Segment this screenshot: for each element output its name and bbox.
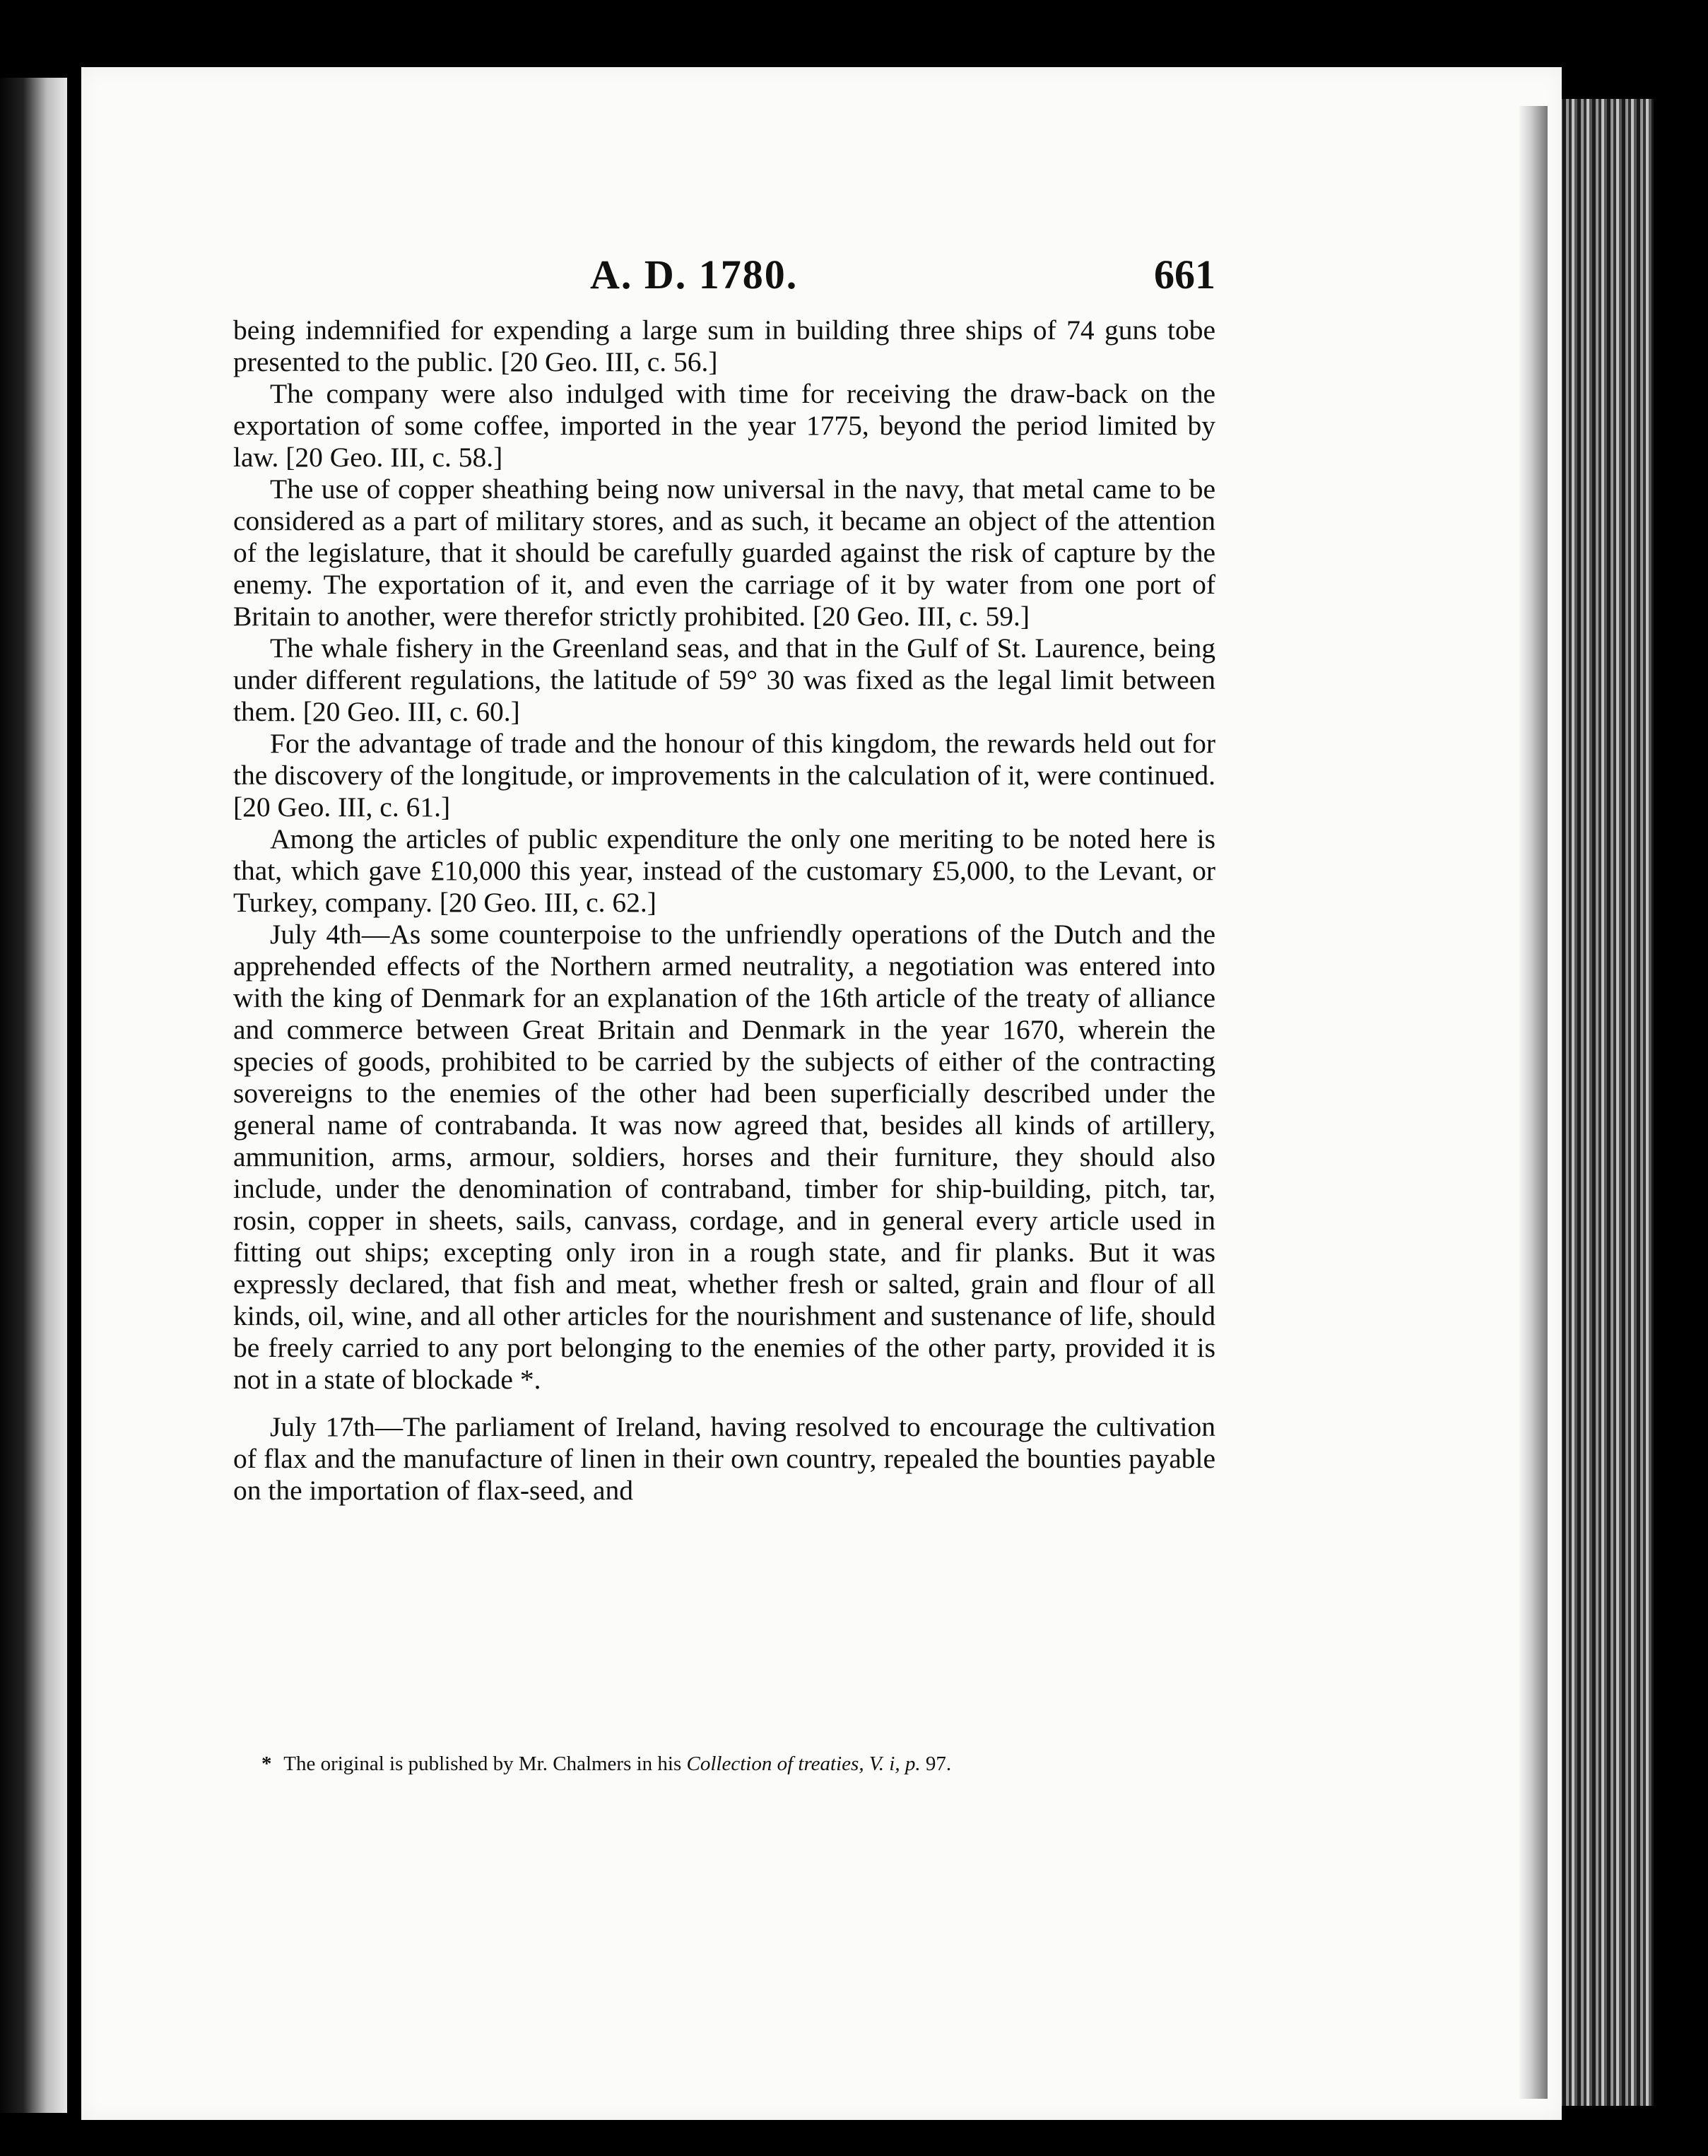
- paragraph: The whale fishery in the Greenland seas, and that in the Gulf of St. Laurence, being under different regulations, the latitude of 59° 30 was fixed as the legal limit between them. [20 Geo. III, c. 60.]: [233, 632, 1215, 727]
- page-gutter-shadow: [1519, 106, 1548, 2099]
- running-header: [233, 251, 1215, 307]
- body-text: [233, 314, 1215, 1507]
- footnote-marker: *: [261, 1753, 272, 1775]
- paragraph: July 4th—As some counterpoise to the unfriendly operations of the Dutch and the apprehended effects of the Northern armed neutrality, a negotiation was entered into with the king of Denmark for an explanation of the 16th article of the treaty of alliance and commerce between Great Britain and Denmark in the year 1670, wherein the species of goods, prohibited to be carried by the subjects of either of the contracting sovereigns to the enemies of the other had been superficially described under the general name of contrabanda. It was now agreed that, besides all kinds of artillery, ammunition, arms, armour, soldiers, horses and their furniture, they should also include, under the denomination of contraband, timber for ship-building, pitch, tar, rosin, copper in sheets, sails, canvass, cordage, and in general every article used in fitting out ships; excepting only iron in a rough state, and fir planks. But it was expressly declared, that fish and meat, whether fresh or salted, grain and flour of all kinds, oil, wine, and all other articles for the nourishment and sustenance of life, should be freely carried to any port belonging to the enemies of the other party, provided it is not in a state of blockade *.: [233, 919, 1215, 1395]
- paragraph: For the advantage of trade and the honour of this kingdom, the rewards held out for the discovery of the longitude, or improvements in the calculation of it, were continued. [20 Geo. III, c. 61.]: [233, 728, 1215, 823]
- running-title: A. D. 1780.: [590, 252, 799, 298]
- footnote-page: 97.: [925, 1753, 952, 1775]
- paragraph: The company were also indulged with time for receiving the draw-back on the exportation of some coffee, imported in the year 1775, beyond the period limited by law. [20 Geo. III, c. 58.]: [233, 378, 1215, 473]
- previous-page-edge: [0, 78, 67, 2113]
- paragraph: Among the articles of public expenditure the only one meriting to be noted here is that, which gave £10,000 this year, instead of the customary £5,000, to the Levant, or Turkey, company. [20 Geo. III, c. 62.]: [233, 823, 1215, 918]
- paragraph: being indemnified for expending a large sum in building three ships of 74 guns tobe presented to the public. [20 Geo. III, c. 56.]: [233, 314, 1215, 377]
- footnote-citation: Collection of treaties, V. i, p.: [686, 1753, 921, 1775]
- page-number: 661: [1154, 252, 1215, 298]
- footnote-text: The original is published by Mr. Chalmers in his: [283, 1753, 682, 1775]
- footnote: [261, 1751, 1215, 1777]
- paragraph: July 17th—The parliament of Ireland, having resolved to encourage the cultivation of flax and the manufacture of linen in their own country, repealed the bounties payable on the importation of flax-seed, and: [233, 1411, 1215, 1506]
- book-fore-edge: [1548, 99, 1654, 2106]
- paragraph: The use of copper sheathing being now universal in the navy, that metal came to be considered as a part of military stores, and as such, it became an object of the attention of the legislature, that it should be carefully guarded against the risk of capture by the enemy. The exportation of it, and even the carriage of it by water from one port of Britain to another, were therefor strictly prohibited. [20 Geo. III, c. 59.]: [233, 473, 1215, 632]
